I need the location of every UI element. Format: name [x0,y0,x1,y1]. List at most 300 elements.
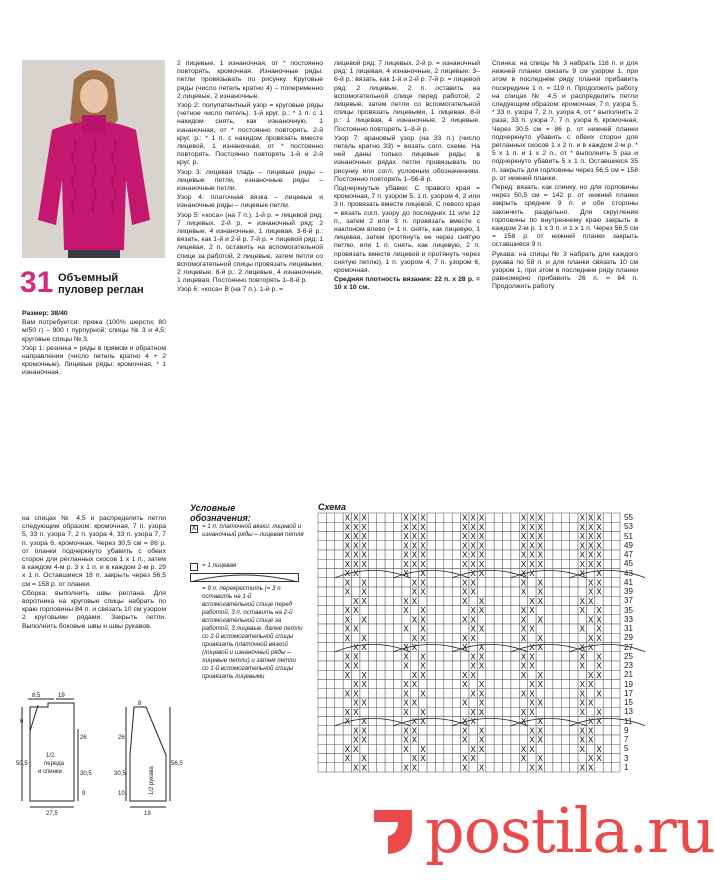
chart-cell-x: X [587,578,594,588]
chart-cell-x: X [353,707,359,717]
chart-cell [368,698,376,707]
chart-cell-x: X [529,550,535,560]
chart-cell [612,643,620,652]
chart-cell [545,717,553,726]
chart-cell [595,726,603,735]
chart-cell-x: X [579,541,585,551]
chart-cell-x: X [579,513,585,523]
chart-cell [452,513,460,522]
chart-cell [360,661,368,670]
chart-cell [318,513,326,522]
chart-cell [612,633,620,642]
chart-cell-x: X [520,541,527,551]
chart-cell [511,550,519,559]
chart-cell [343,698,351,707]
chart-cell-x: X [596,569,602,579]
chart-cell [368,680,376,689]
chart-cell [570,559,578,568]
chart-cell [394,633,402,642]
chart-cell-x: X [403,707,409,717]
chart-cell [511,513,519,522]
chart-cell-x: X [403,559,409,569]
chart-cell-x: X [470,754,476,764]
chart-cell-x: X [344,606,351,616]
chart-cell [427,661,435,670]
chart-cell [503,559,511,568]
chart-cell [377,652,385,661]
chart-cell [561,680,569,689]
chart-cell [612,615,620,624]
chart-cell [360,707,368,716]
col5-p2: Сборка: выполнить швы реглана. Для воротника на круговые спицы набрать по краю горловины 84 п. и связать 10 см узором 2 круговыми рядами. Закрыть петли. Выполнить боковые швы и швы рукавов. [22,589,166,630]
chart-cell [326,754,334,763]
chart-cell-x: X [579,652,585,662]
chart-cell [486,643,494,652]
chart-cell [435,680,443,689]
chart-cell [486,717,494,726]
chart-cell [503,689,511,698]
legend-title [190,503,251,523]
chart-cell-x: X [579,522,585,532]
chart-cell [326,670,334,679]
chart-cell-x: X [529,652,535,662]
chart-cell [394,615,402,624]
chart-cell [326,643,334,652]
chart-cell-x: X [420,624,426,634]
chart-cell [486,754,494,763]
chart-cell-x: X [537,522,543,532]
chart-cell-x: X [529,726,535,736]
size-text: Размер: 38/40 [22,310,68,317]
chart-cell-x: X [420,652,426,662]
chart-cell-x: X [596,652,602,662]
chart-cell-x: X [420,541,426,551]
chart-cell [612,541,620,550]
knitting-chart-grid [318,513,620,772]
chart-cell [553,522,561,531]
chart-cell [394,550,402,559]
chart-cell [494,680,502,689]
chart-cell [377,578,385,587]
chart-cell [335,559,343,568]
chart-cell [545,587,553,596]
chart-cell-x: X [411,754,418,764]
chart-cell [603,596,611,605]
chart-cell [586,689,594,698]
chart-cell [318,744,326,753]
chart-cell-x: X [462,532,468,542]
chart-cell [452,652,460,661]
chart-cell-x: X [344,707,351,717]
chart-cell-x: X [420,707,426,717]
chart-cell [528,578,536,587]
chart-cells [318,513,645,772]
chart-cell [318,587,326,596]
chart-cell-x: X [587,754,594,764]
chart-cell [402,633,410,642]
chart-row-number: 15 [624,698,633,707]
chart-cell [553,689,561,698]
chart-cell [318,633,326,642]
chart-cell [553,680,561,689]
chart-cell [561,633,569,642]
chart-cell [494,633,502,642]
chart-cell [553,513,561,522]
chart-cell [578,633,586,642]
chart-cell [360,689,368,698]
chart-cell [553,754,561,763]
chart-cell [545,744,553,753]
chart-cell [477,717,485,726]
chart-cell-x: X [420,754,426,764]
chart-cell [352,578,360,587]
chart-cell [326,652,334,661]
chart-cell [368,541,376,550]
chart-cell-x: X [470,717,476,727]
chart-cell-x: X [579,735,585,745]
dim-10: 10 [118,791,125,797]
chart-cell [461,606,469,615]
chart-cell [385,763,393,772]
chart-cell [368,569,376,578]
chart-cell [385,707,393,716]
chart-cell-x: X [478,652,485,662]
chart-cell-x: X [587,587,594,597]
col2-p2: Узор 2: полупатентный узор = круговые ряды (четное число петель). 1-й круг. р.: * 1 п. с 1 накидом снять, как изнаночную, 1 изнаночная, от * постоянно повторять. 2-й круг. р.: * 1 п. с накидом провязать вместе лицевой, 1 изнаночная, от * постоянно повторять. Постоянно повторять 1-й и 2-й круг. р. [177,102,323,167]
column-3 [334,60,480,294]
chart-cell [612,754,620,763]
chart-cell [326,532,334,541]
chart-cell-x: X [344,522,351,532]
chart-cell [410,606,418,615]
chart-cell [368,633,376,642]
chart-cell [612,670,620,679]
chart-cell [503,633,511,642]
chart-cell-x: X [520,513,527,523]
chart-cell-x: X [411,578,418,588]
chart-cell [427,754,435,763]
chart-cell [545,726,553,735]
chart-cell [452,735,460,744]
postila-logo-icon [370,806,416,858]
chart-cell-x: X [411,559,418,569]
chart-cell-x: X [596,624,602,634]
chart-cell-x: X [420,522,426,532]
chart-cell [578,578,586,587]
chart-cell [368,726,376,735]
chart-cell [435,569,443,578]
chart-cell [486,606,494,615]
chart-cell [570,615,578,624]
chart-cell-x: X [344,532,351,542]
col3-p1: лицевой ряд: 7 лицевых. 2-й р. = изнаночный ряд: 1 лицевая, 4 изнаночные, 2 лицевые. 3–6-й р.: вязать, как 1-й и 2-й р. 7-й р. = лицевой ряд: 2 лицевые, 2 п. оставить на вспомогательной спице перед работой, 2 лицевые, затем петли со вспомогательной спицы провязать лицевыми, 1 лицевая. 8-й р.: 1 лицевая, 4 изнаночные, 2 лицевые. Постоянно повторять 1–8-й р. [334,60,480,133]
chart-cell [561,707,569,716]
chart-cell [419,643,427,652]
chart-cell-x: X [587,615,594,625]
chart-cell-x: X [520,550,527,560]
article-title-line2: пуловер реглан [58,284,144,296]
chart-cell [503,643,511,652]
chart-cell [368,717,376,726]
chart-row-number: 55 [624,513,633,522]
chart-cell [545,735,553,744]
chart-cell-x: X [420,578,426,588]
chart-cell-x: X [403,522,409,532]
chart-cell [578,670,586,679]
chart-cell [385,726,393,735]
chart-cell-x: X [579,698,585,708]
chart-cell [612,578,620,587]
chart-cell [545,763,553,772]
chart-cell [377,661,385,670]
chart-cell [385,606,393,615]
chart-cell [360,744,368,753]
chart-cell [368,689,376,698]
chart-cell [511,763,519,772]
chart-cell [553,578,561,587]
dim-50-5: 50,5 [16,761,28,767]
chart-cell-x: X [470,689,476,699]
chart-cell [503,735,511,744]
chart-cell [612,661,620,670]
chart-cell [368,652,376,661]
site-logo-text: postila.ru [425,794,715,867]
chart-cell [335,587,343,596]
chart-cell [335,661,343,670]
chart-cell-x: X [520,569,527,579]
chart-cell-x: X [529,559,535,569]
chart-cell [561,735,569,744]
chart-cell-x: X [520,624,527,634]
chart-cell-x: X [587,596,594,606]
chart-cell [368,513,376,522]
chart-cell [511,522,519,531]
chart-cell-x: X [520,522,527,532]
chart-cell-x: X [344,754,351,764]
chart-cell-x: X [579,689,585,699]
chart-cell-x: X [470,569,476,579]
col2-p3: Узор 3: лицевая гладь – лицевые ряды – лицевые петли, изнаночные ряды – изнаночные петли. [177,168,323,193]
chart-cell [343,680,351,689]
chart-cell-x: X [537,596,543,606]
chart-cell-x: X [344,670,351,680]
chart-cell [528,587,536,596]
chart-cell [452,541,460,550]
chart-cell [326,661,334,670]
column-5 [22,515,166,632]
chart-cell-x: X [520,744,527,754]
chart-cell-x: X [361,578,367,588]
chart-cell [561,513,569,522]
chart-cell-x: X [361,754,367,764]
chart-cell [343,763,351,772]
chart-cell [486,735,494,744]
chart-cell-x: X [361,698,367,708]
chart-cell [561,596,569,605]
chart-cell [368,624,376,633]
chart-cell [335,707,343,716]
chart-cell-x: X [470,652,476,662]
chart-cell [503,596,511,605]
chart-cell [427,615,435,624]
chart-cell [545,578,553,587]
chart-cell [368,606,376,615]
chart-cell-x: X [411,735,418,745]
chart-cell [545,522,553,531]
chart-cell [326,559,334,568]
chart-cell [536,569,544,578]
chart-cell [385,717,393,726]
chart-cell [603,763,611,772]
chart-cell [427,652,435,661]
chart-cell [435,661,443,670]
chart-cell-x: X [403,643,409,653]
chart-cell [519,698,527,707]
chart-cell [444,754,452,763]
chart-cell [612,707,620,716]
chart-cell [427,596,435,605]
chart-cell-x: X [353,726,359,736]
chart-cell [385,578,393,587]
chart-cell-x: X [420,513,426,523]
chart-cell [511,633,519,642]
chart-cell-x: X [462,717,468,727]
chart-cell [452,624,460,633]
chart-cell-x: X [596,707,602,717]
chart-cell [545,513,553,522]
chart-cell [335,670,343,679]
chart-cell-x: X [587,726,594,736]
chart-cell [503,744,511,753]
chart-cell-x: X [344,513,351,523]
chart-cell-x: X [344,717,351,727]
chart-cell-x: X [537,726,543,736]
chart-cell-x: X [587,670,594,680]
chart-cell-x: X [353,744,359,754]
chart-cell [494,615,502,624]
chart-cell-x: X [420,744,426,754]
chart-cell [444,559,452,568]
chart-cell-x: X [537,717,543,727]
chart-cell [410,652,418,661]
chart-cell [352,633,360,642]
chart-cell [394,763,402,772]
chart-cell [435,763,443,772]
chart-cell [494,661,502,670]
chart-cell-x: X [353,596,359,606]
chart-cell-x: X [353,652,359,662]
chart-cell-x: X [537,680,543,690]
chart-row-number: 17 [624,688,633,698]
chart-cell [469,643,477,652]
chart-cell-x: X [361,633,367,643]
chart-cell-x: X [520,661,527,671]
chart-cell-x: X [361,596,367,606]
chart-cell [603,615,611,624]
chart-cell-x: X [587,717,594,727]
chart-cell [545,680,553,689]
chart-cell-x: X [470,522,476,532]
chart-cell [486,633,494,642]
chart-cell-x: X [462,541,468,551]
front-label-1: 1/2 [46,753,55,759]
chart-cell-x: X [537,541,543,551]
chart-cell [494,569,502,578]
dim-sleeve-56-5: 56,5 [171,761,183,767]
chart-cell [511,596,519,605]
chart-cell [595,698,603,707]
chart-cell [326,541,334,550]
dim-26: 26 [80,735,87,741]
chart-cell [427,606,435,615]
chart-cell [452,522,460,531]
chart-cell [612,513,620,522]
chart-cell [570,606,578,615]
chart-cell-x: X [478,744,485,754]
chart-cell [427,717,435,726]
chart-cell-x: X [353,559,359,569]
chart-cell [528,670,536,679]
chart-row-number: 53 [624,522,633,532]
chart-cell-x: X [596,550,602,560]
chart-cell-x: X [529,541,535,551]
chart-cell [570,726,578,735]
chart-cell [385,754,393,763]
chart-cell-x: X [411,633,418,643]
sweater-photo-illustration [22,60,165,258]
chart-cell-x: X [529,606,535,616]
chart-cell [352,754,360,763]
chart-cell [427,707,435,716]
chart-cell [553,670,561,679]
chart-cell [335,735,343,744]
chart-cell-x: X [411,513,418,523]
chart-cell-x: X [403,689,409,699]
chart-cell [553,559,561,568]
garment-schematic [16,693,183,835]
chart-cell [444,680,452,689]
chart-cell [452,707,460,716]
chart-cell [494,550,502,559]
chart-cell-x: X [478,726,485,736]
chart-row-number: 49 [624,540,633,550]
chart-cell [360,569,368,578]
legend-title-line2: обозначения: [190,513,251,523]
chart-cell-x: X [579,643,585,653]
chart-cell [360,652,368,661]
chart-cell-x: X [462,522,468,532]
chart-cell [427,680,435,689]
chart-cell [503,763,511,772]
chart-cell [444,569,452,578]
chart-cell [452,587,460,596]
chart-cell [410,569,418,578]
dim-top-left: 8,5 [32,693,41,699]
chart-cell-x: X [537,698,543,708]
chart-cell [494,717,502,726]
chart-cell [385,587,393,596]
chart-cell [586,744,594,753]
chart-cell [444,532,452,541]
col5-p1: на спицах № 4,5 и распределить петли следующим образом: кромочная, 7 п. узора 5, 33 п. узора 7, 2 п. узора 4, 33 п. узора 7, 7 п. узора 6, кромочная. Через 30,5 см = 86 р. от планки подчеркнуто убавить с обеих сторон для регланных скосов 1 x 1 п., затем в каждом 4-м р. 3 x 1 п. и в каждом 2-м р. 29 x 1 п. Оставшиеся 18 п. закрыть через 56,5 см = 158 р. от планки. [22,515,166,588]
chart-cell [419,680,427,689]
chart-cell [561,670,569,679]
chart-cell-x: X [411,550,418,560]
chart-cell-x: X [587,763,594,773]
chart-cell-x: X [529,680,535,690]
chart-cell [335,680,343,689]
chart-cell [561,717,569,726]
